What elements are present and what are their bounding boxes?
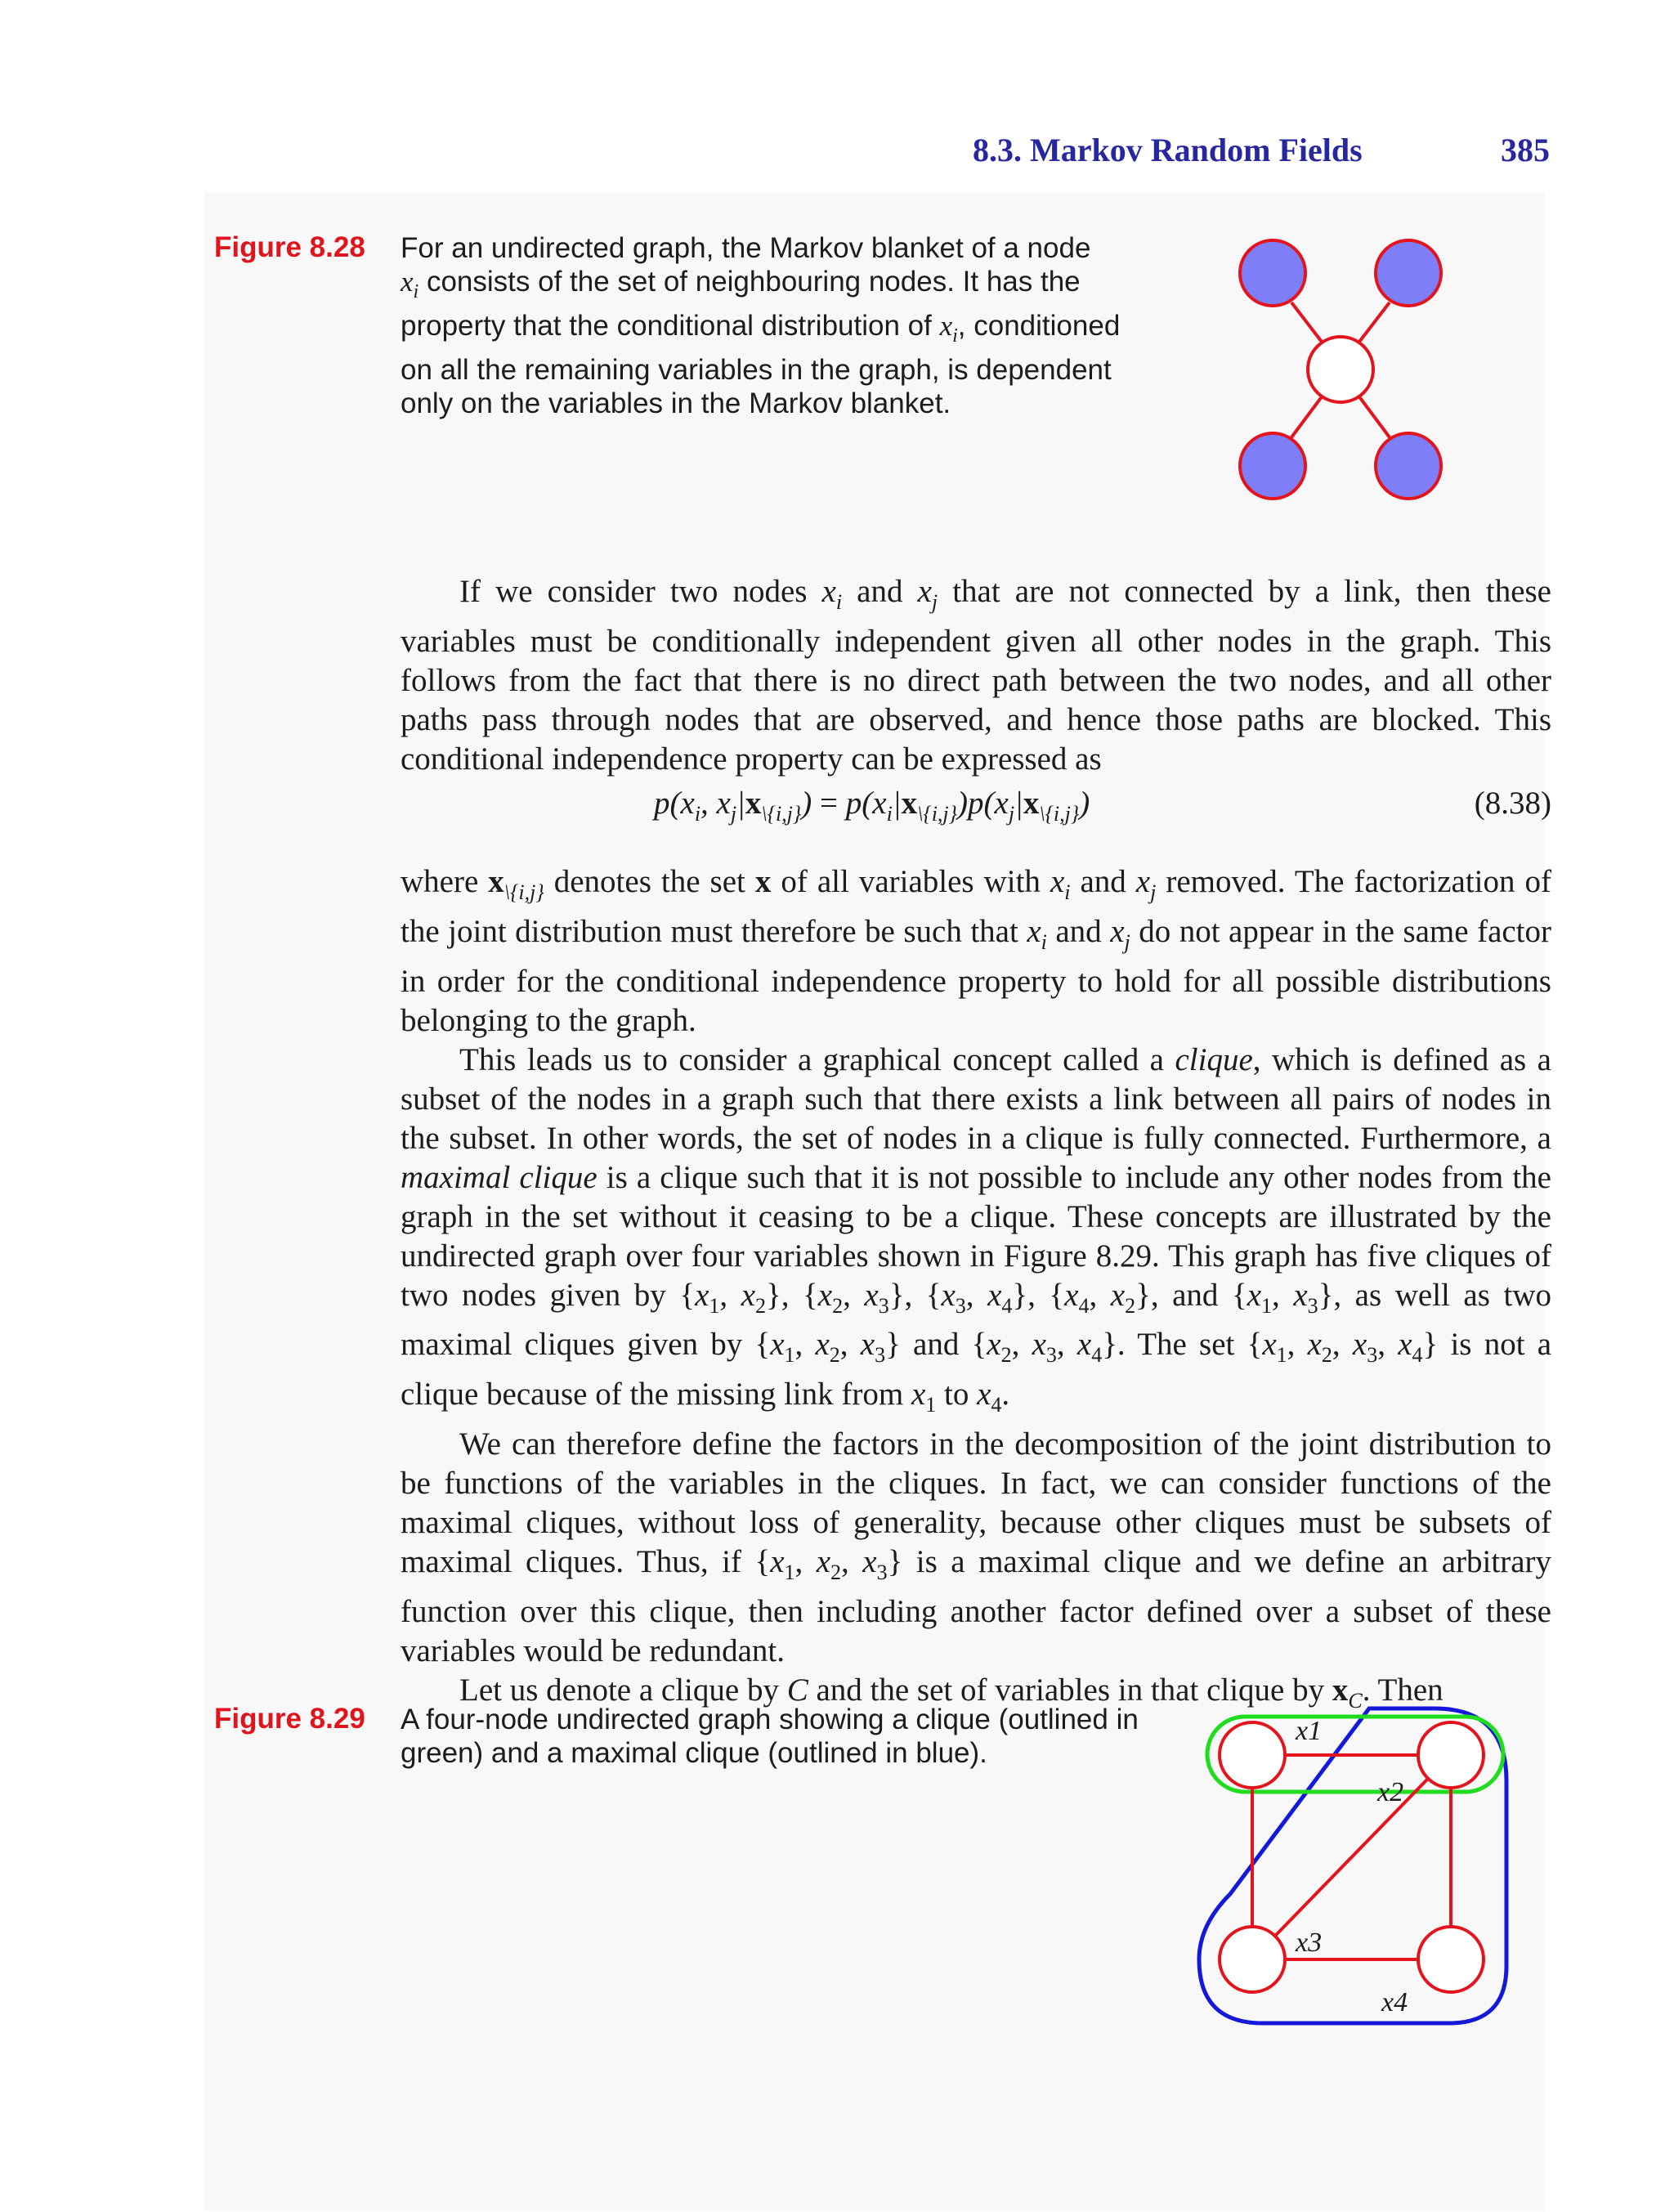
body-paragraph-5: Let us denote a clique by C and the set of variables in that clique by $x_C$. Then: [459, 1672, 1443, 1713]
markov-blanket-graph: [1210, 221, 1471, 515]
label-x4: x4: [1381, 1987, 1408, 2017]
figure-828-label: Figure 8.28: [214, 231, 365, 263]
label-x3: x3: [1296, 1928, 1323, 1958]
blanket-node: [1240, 240, 1305, 306]
node-x4: [1418, 1927, 1484, 1992]
node-x1: [1220, 1722, 1285, 1788]
figure-829-label: Figure 8.29: [214, 1703, 365, 1735]
body-paragraph-2: where $x_{\backslash\{i,j\}}$ denotes the set x of all variables with $x_i$ and $x_j$ removed. The factorization of the joint distribution must therefore be such that $x_i$ and $x_j$ do not appear in the same factor in order for the conditional independence property to hold for all possible distributions belonging to the graph.: [401, 864, 1552, 1038]
node-x2: [1418, 1722, 1484, 1788]
caption-line: green) and a maximal clique (outlined in blue).: [401, 1737, 987, 1769]
page-number: 385: [1501, 132, 1550, 168]
body-paragraph-4: We can therefore define the factors in the decomposition of the joint distribution to be functions of the variables in the cliques. In fact, we can consider functions of the maximal cliques, without loss of generality, because other cliques must be subsets of maximal cliques. Thus, if {$x_1$, $x_2$, $x_3$} is a maximal clique and we define an arbitrary function over this clique, then including another factor defined over a subset of these variables would be redundant.: [401, 1426, 1551, 1668]
blanket-node: [1376, 240, 1441, 306]
body-paragraph-1: If we consider two nodes $x_i$ and $x_j$ that are not connected by a link, then these variables must be conditionally independent given all other nodes in the graph. This follows from the fact that there is no direct path between the two nodes, and all other paths pass through nodes that are observed, and hence those paths are blocked. This conditional independence property can be expressed as: [401, 574, 1551, 777]
caption-line: $x_i$ consists of the set of neighbouring nodes. It has the: [401, 266, 1081, 302]
blanket-node: [1240, 433, 1305, 499]
caption-line: on all the remaining variables in the graph, is dependent: [401, 354, 1112, 386]
edge-x2-x3: [1252, 1755, 1451, 1959]
node-x3: [1220, 1927, 1285, 1992]
label-x2: x2: [1377, 1777, 1404, 1807]
caption-line: only on the variables in the Markov blanket.: [401, 387, 951, 419]
figure-829-caption: [401, 1703, 1161, 1770]
body-paragraphs: [401, 862, 1551, 1721]
center-node: [1308, 337, 1373, 402]
running-header-title: 8.3. Markov Random Fields: [973, 132, 1363, 168]
equation-body: $p(x_i$, $x_j|x_{\backslash\{i,j\}}) = p(x_i|x_{\backslash\{i,j\}})p(x_j|x_{\backslash\{i,j\}})$: [654, 786, 1090, 826]
label-x1: x1: [1296, 1716, 1323, 1746]
caption-line: A four-node undirected graph showing a clique (outlined in: [401, 1704, 1139, 1735]
figure-828-caption: [401, 231, 1153, 420]
body-paragraph-3: This leads us to consider a graphical concept called a clique, which is defined as a subset of the nodes in a graph such that there exists a link between all pairs of nodes in the subset. In other words, the set of nodes in a clique is fully connected. Furthermore, a maximal clique is a clique such that it is not possible to include any other nodes from the graph in the set without it ceasing to be a clique. These concepts are illustrated by the undirected graph over four variables shown in Figure 8.29. This graph has five cliques of two nodes given by {$x_1$, $x_2$}, {$x_2$, $x_3$}, {$x_3$, $x_4$}, {$x_4$, $x_2$}, and {$x_1$, $x_3$}, as well as two maximal cliques given by {$x_1$, $x_2$, $x_3$} and {$x_2$, $x_3$, $x_4$}. The set {$x_1$, $x_2$, $x_3$, $x_4$} is not a clique because of the missing link from $x_1$ to $x_4$.: [401, 1041, 1552, 1417]
equation-number: (8.38): [1474, 786, 1551, 821]
caption-line: property that the conditional distribution of $x_i$, conditioned: [401, 310, 1121, 347]
caption-line: For an undirected graph, the Markov blanket of a node: [401, 232, 1091, 264]
clique-graph: [1189, 1696, 1524, 2040]
equation-8-38: [401, 785, 1551, 834]
blanket-node: [1376, 433, 1441, 499]
